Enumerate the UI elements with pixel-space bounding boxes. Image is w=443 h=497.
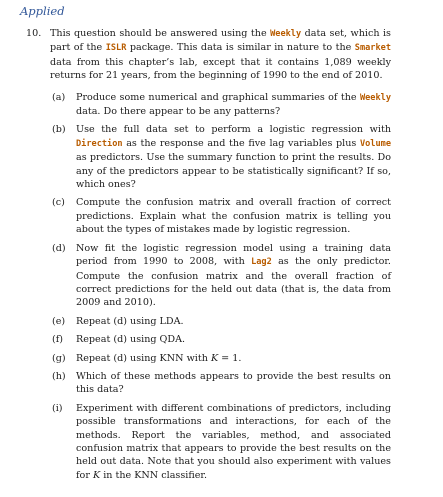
exercise-part <box>26 196 391 236</box>
part-label: (e) <box>52 315 66 327</box>
exercise-10 <box>26 27 391 482</box>
part-label: (b) <box>52 124 66 136</box>
part-text <box>76 92 391 117</box>
part-text <box>76 353 241 364</box>
exercise-number: 10. <box>26 28 42 39</box>
text-run: in the KNN classifier. <box>100 469 207 481</box>
part-label: (d) <box>52 242 66 254</box>
text-run: Use the full data set to perform a logistic regression with <box>76 124 391 136</box>
part-text <box>76 334 185 345</box>
exercise-part <box>26 123 391 191</box>
text-run: package. This data is similar in nature to the <box>126 42 355 54</box>
text-run: as the only predictor. Compute the confusion matrix and the overall fraction of correct predictions for the held out data (that is, the data from 2009 and 2010). <box>76 256 391 309</box>
part-label: (g) <box>52 352 66 364</box>
exercise-part <box>26 370 391 397</box>
math-symbol: K <box>210 352 219 364</box>
code-term: Volume <box>359 138 391 149</box>
text-run: as predictors. Use the summary function to print the results. Do any of the predictors appear to be statistically significant? If so, which ones? <box>76 152 391 191</box>
text-run: This question should be answered using the <box>50 28 271 39</box>
text-run: Repeat (d) using QDA. <box>76 334 186 346</box>
code-term: Smarket <box>354 43 391 54</box>
exercise-part <box>26 333 391 346</box>
text-run: data set, which is part of the <box>50 28 391 54</box>
text-run: data from this chapter’s lab, except that it contains 1,089 weekly returns for 21 years, from the beginning of 1990 to the end of 2010. <box>50 56 391 82</box>
part-label: (i) <box>52 402 63 414</box>
text-run: = 1. <box>218 352 242 364</box>
text-run: Produce some numerical and graphical summaries of the <box>76 91 360 103</box>
section-title: Applied <box>20 4 65 18</box>
text-run: as the response and the five lag variables plus <box>122 137 360 149</box>
text-run: Which of these methods appears to provide the best results on this data? <box>76 370 391 396</box>
text-run: Experiment with different combinations of predictors, including possible transformations and interactions, for each of the methods. Report the variables, method, and associated confusion matrix that appears to provide the best results on the held out data. Note that you should also experiment with values for <box>76 402 391 481</box>
code-term: Direction <box>76 138 123 149</box>
text-run: Now fit the logistic regression model using a training data period from 1990 to 2008, with <box>76 242 391 268</box>
code-term: ISLR <box>105 43 127 54</box>
exercise-part <box>26 315 391 328</box>
code-term: Lag2 <box>251 257 272 268</box>
part-text <box>76 124 391 190</box>
exercise-part <box>26 352 391 365</box>
part-label: (a) <box>52 91 66 103</box>
part-text <box>76 316 184 327</box>
part-label: (f) <box>52 334 64 346</box>
part-text <box>76 403 391 481</box>
part-label: (h) <box>52 370 66 382</box>
exercise-parts <box>26 91 391 483</box>
exercise-part <box>26 242 391 310</box>
part-text <box>76 371 391 395</box>
exercise-part <box>26 402 391 482</box>
text-run: Repeat (d) using LDA. <box>76 315 184 327</box>
text-run: Compute the confusion matrix and overall fraction of correct predictions. Explain what the confusion matrix is telling you about the types of mistakes made by logistic regression. <box>76 197 391 236</box>
part-text <box>76 197 391 235</box>
math-symbol: K <box>92 469 101 481</box>
code-term: Weekly <box>359 92 391 103</box>
part-text <box>76 243 391 309</box>
exercise-part <box>26 91 391 119</box>
text-run: data. Do there appear to be any patterns? <box>76 106 281 118</box>
part-label: (c) <box>52 197 65 209</box>
exercise-intro <box>50 27 391 83</box>
code-term: Weekly <box>270 29 302 39</box>
text-run: Repeat (d) using KNN with <box>76 352 211 364</box>
